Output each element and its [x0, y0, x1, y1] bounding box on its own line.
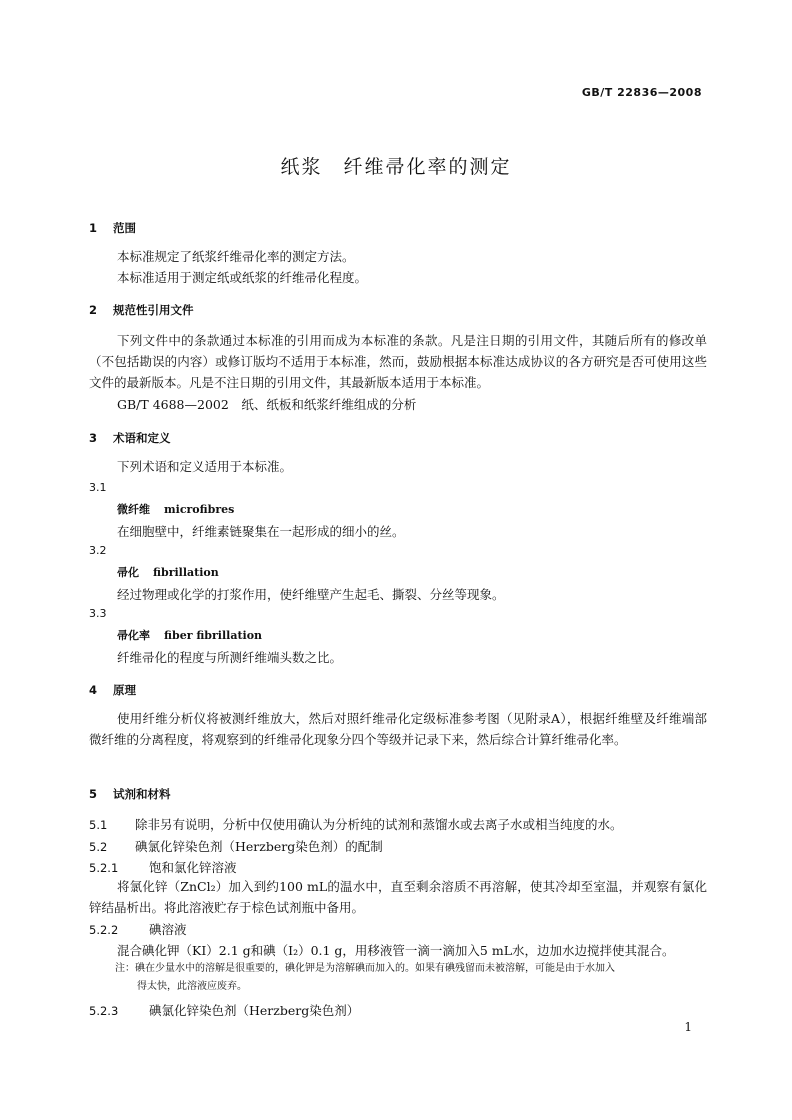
paragraph: 下列文件中的条款通过本标准的引用而成为本标准的条款。凡是注日期的引用文件，其随后所有的修改单（不包括勘误的内容）或修订版均不适用于本标准，然而，鼓励根据本标准达成协议的各方研究是否可使用这些文件的最新版本。凡是不注日期的引用文件，其最新版本适用于本标准。 [89, 333, 707, 390]
section-number: 1 [89, 221, 98, 235]
section-5-heading [89, 786, 171, 802]
section-3-heading [89, 430, 171, 446]
section-title: 试剂和材料 [113, 787, 171, 801]
term-number: 3.1 [89, 481, 107, 494]
term-number: 3.3 [89, 607, 107, 620]
section-number: 4 [89, 683, 98, 697]
note-label: 注： [115, 963, 135, 974]
clause-text: 碘氯化锌染色剂（Herzberg染色剂）的配制 [135, 839, 383, 854]
term-en: microfibres [164, 503, 235, 516]
clause-5-2-1 [89, 858, 237, 876]
paragraph: 混合碘化钾（KI）2.1 g和碘（I₂）0.1 g，用移液管一滴一滴加入5 mL水，边加水边搅拌使其混合。 [117, 943, 675, 958]
section-title: 原理 [113, 683, 136, 697]
section-4-heading [89, 682, 136, 698]
term-number: 3.2 [89, 544, 107, 557]
clause-number: 5.2.3 [89, 1004, 119, 1018]
clause-number: 5.2.1 [89, 861, 119, 875]
clause-text: 碘溶液 [149, 922, 187, 937]
clause-text: 饱和氯化锌溶液 [149, 860, 237, 875]
standard-number: GB/T 22836—2008 [581, 86, 702, 99]
document-title: 纸浆 纤维帚化率的测定 [280, 156, 512, 178]
clause-number: 5.1 [89, 818, 108, 832]
note [115, 960, 707, 996]
term-heading [117, 564, 219, 580]
clause-5-2-3 [89, 1001, 359, 1019]
term-en: fiber fibrillation [164, 629, 263, 642]
section-number: 5 [89, 787, 98, 801]
clause-5-2 [89, 837, 383, 855]
term-zh: 微纤维 [117, 503, 150, 516]
paragraph: 下列术语和定义适用于本标准。 [117, 459, 293, 474]
section-2-heading [89, 302, 194, 318]
paragraph: 将氯化锌（ZnCl₂）加入到约100 mL的温水中，直至剩余溶质不再溶解，使其冷却至室温，并观察有氯化锌结晶析出。将此溶液贮存于棕色试剂瓶中备用。 [89, 879, 707, 915]
clause-5-1 [89, 815, 623, 833]
section-title: 术语和定义 [113, 431, 171, 445]
section-number: 2 [89, 303, 98, 317]
clause-text: 除非另有说明，分析中仅使用确认为分析纯的试剂和蒸馏水或去离子水或相当纯度的水。 [135, 817, 623, 832]
paragraph: 使用纤维分析仪将被测纤维放大，然后对照纤维帚化定级标准参考图（见附录A），根据纤维壁及纤维端部微纤维的分离程度，将观察到的纤维帚化现象分四个等级并记录下来，然后综合计算纤维帚化率。 [89, 711, 707, 747]
paragraph: 本标准适用于测定纸或纸浆的纤维帚化程度。 [117, 270, 368, 285]
page-number: 1 [684, 1020, 692, 1034]
term-definition: 在细胞壁中，纤维素链聚集在一起形成的细小的丝。 [117, 524, 405, 539]
section-1-heading [89, 220, 136, 236]
term-definition: 纤维帚化的程度与所测纤维端头数之比。 [117, 650, 343, 665]
term-heading [117, 501, 234, 517]
term-heading [117, 627, 262, 643]
clause-number: 5.2.2 [89, 923, 119, 937]
note-text: 碘在少量水中的溶解是很重要的，碘化钾是为溶解碘而加入的。如果有碘残留而未被溶解，可能是由于水加入 [135, 963, 615, 974]
clause-text: 碘氯化锌染色剂（Herzberg染色剂） [149, 1003, 360, 1018]
term-definition: 经过物理或化学的打浆作用，使纤维壁产生起毛、撕裂、分丝等现象。 [117, 587, 505, 602]
section-title: 范围 [113, 221, 136, 235]
clause-5-2-2 [89, 920, 187, 938]
term-en: fibrillation [153, 566, 219, 579]
clause-number: 5.2 [89, 840, 108, 854]
normative-reference: GB/T 4688—2002 纸、纸板和纸浆纤维组成的分析 [117, 397, 417, 412]
paragraph: 本标准规定了纸浆纤维帚化率的测定方法。 [117, 249, 355, 264]
term-zh: 帚化率 [117, 629, 150, 642]
note-text-continued: 得太快，此溶液应废弃。 [137, 981, 247, 992]
section-title: 规范性引用文件 [113, 303, 194, 317]
term-zh: 帚化 [117, 566, 139, 579]
section-number: 3 [89, 431, 98, 445]
